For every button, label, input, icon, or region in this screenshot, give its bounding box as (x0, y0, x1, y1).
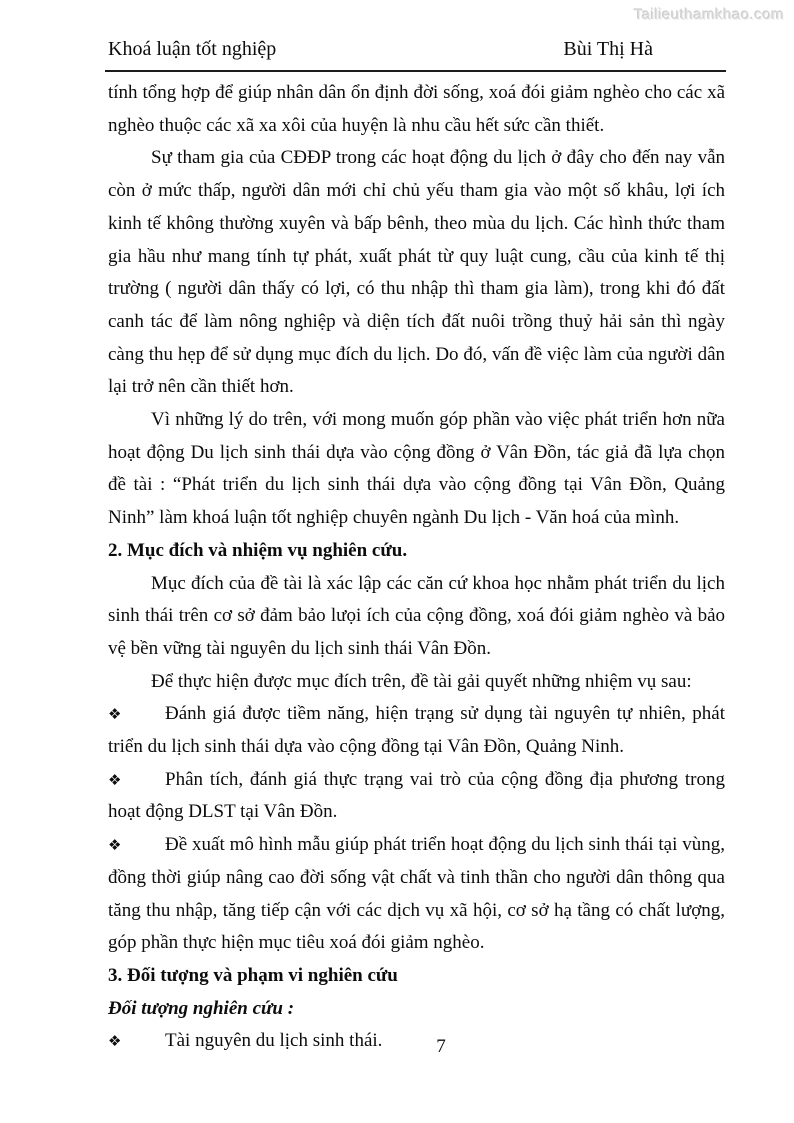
page-number: 7 (436, 1036, 446, 1057)
bullet-item-text: Phân tích, đánh giá thực trạng vai trò của cộng đồng địa phương trong hoạt động DLST tại Vân Đồn. (108, 768, 725, 823)
page-header (108, 38, 725, 60)
paragraph: Vì những lý do trên, với mong muốn góp phần vào việc phát triển hơn nữa hoạt động Du lịch sinh thái dựa vào cộng đồng ở Vân Đồn, tác giả đã lựa chọn đề tài : “Phát triển du lịch sinh thái dựa vào cộng đồng tại Vân Đồn, Quảng Ninh” làm khoá luận tốt nghiệp chuyên ngành Du lịch - Văn hoá của mình. (108, 409, 725, 529)
watermark: Tailieuthamkhao.com (633, 6, 784, 23)
diamond-bullet-icon: ❖ (108, 1032, 122, 1051)
bullet-item-text: Tài nguyên du lịch sinh thái. (165, 1030, 383, 1052)
header-rule (105, 70, 726, 72)
bullet-item-text: Đánh giá được tiềm năng, hiện trạng sử dụng tài nguyên tự nhiên, phát triển du lịch sinh thái dựa vào cộng đồng tại Vân Đồn, Quảng Ninh. (108, 703, 725, 758)
paragraph: Mục đích của đề tài là xác lập các căn cứ khoa học nhằm phát triển du lịch sinh thái trên cơ sở đảm bảo lưọi ích của cộng đồng, xoá đói giảm nghèo và bảo vệ bền vững tài nguyên du lịch sinh thái Vân Đồn. (108, 572, 725, 659)
paragraph-continuation: tính tổng hợp để giúp nhân dân ổn định đời sống, xoá đói giảm nghèo cho các xã nghèo thuộc các xã xa xôi của huyện là nhu cầu hết sức cần thiết. (108, 82, 725, 136)
bullet-item (108, 829, 725, 960)
header-author-name: Bùi Thị Hà (563, 38, 653, 60)
paragraph: Sự tham gia của CĐĐP trong các hoạt động du lịch ở đây cho đến nay vẫn còn ở mức thấp, người dân mới chỉ chủ yếu tham gia vào một số khâu, lợi ích kinh tế không thường xuyên và bấp bênh, theo mùa du lịch. Các hình thức tham gia hầu như mang tính tự phát, xuất phát từ quy luật cung, cầu của kinh tế thị trường ( người dân thấy có lợi, có thu nhập thì tham gia làm), trong khi đó đất canh tác để làm nông nghiệp và diện tích đất nuôi trồng thuỷ hải sản thì ngày càng thu hẹp để sử dụng mục đích du lịch. Do đó, vấn đề việc làm của người dân lại trở nên cần thiết hơn. (108, 147, 725, 398)
bullet-item (108, 698, 725, 763)
section-heading-2: 2. Mục đích và nhiệm vụ nghiên cứu. (108, 539, 408, 561)
diamond-bullet-icon: ❖ (108, 770, 122, 789)
header-thesis-title: Khoá luận tốt nghiệp (108, 38, 277, 60)
diamond-bullet-icon: ❖ (108, 705, 122, 724)
bullet-item-text: Đề xuất mô hình mẫu giúp phát triển hoạt động du lịch sinh thái tại vùng, đồng thời giúp nâng cao đời sống vật chất và tinh thần cho người dân thông qua tăng thu nhập, tăng tiếp cận với các dịch vụ xã hội, cơ sở hạ tầng có chất lượng, góp phần thực hiện mục tiêu xoá đói giảm nghèo. (108, 834, 725, 954)
diamond-bullet-icon: ❖ (108, 836, 122, 855)
section-heading-3: 3. Đối tượng và phạm vi nghiên cứu (108, 964, 398, 986)
paragraph: Để thực hiện được mục đích trên, đề tài gải quyết những nhiệm vụ sau: (151, 670, 692, 692)
bullet-item (108, 764, 725, 829)
subsection-heading: Đối tượng nghiên cứu : (108, 997, 295, 1019)
document-body (108, 77, 725, 1058)
